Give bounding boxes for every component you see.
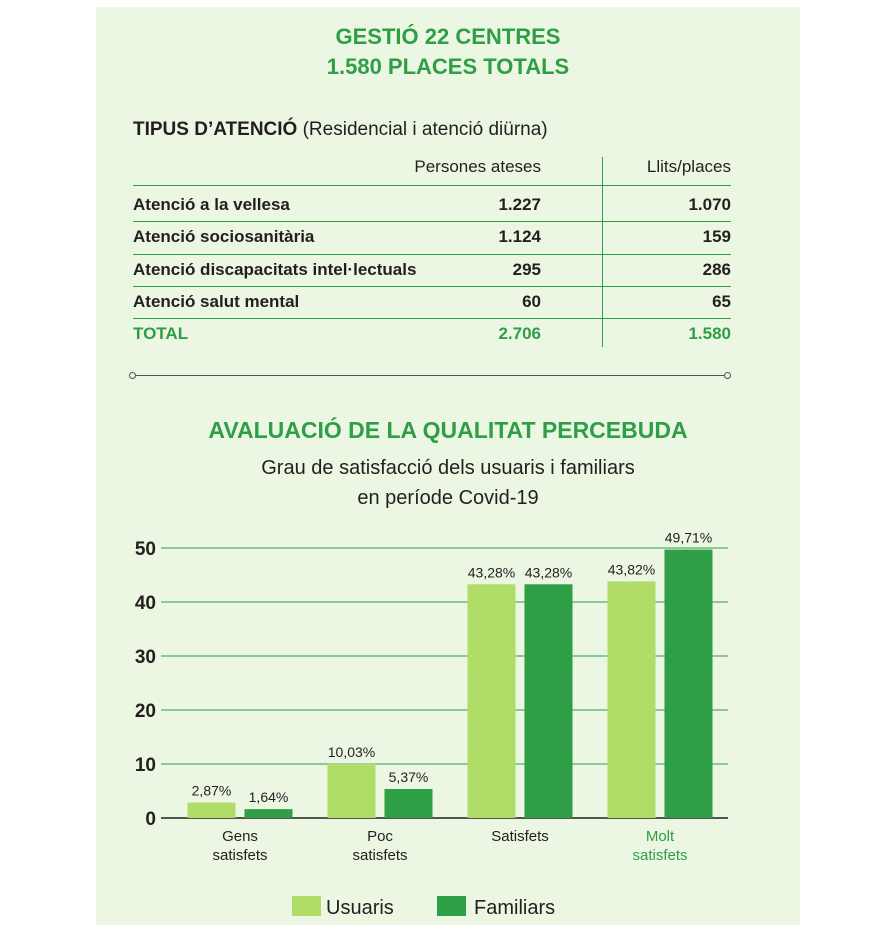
- header-places: 1.580 PLACES TOTALS: [326, 54, 570, 79]
- total-label: TOTAL: [133, 324, 189, 343]
- row-llits: 65: [712, 292, 731, 311]
- legend-swatch-usuaris: [292, 896, 321, 916]
- x-tick-label: Satisfets: [491, 828, 549, 845]
- row-llits: 159: [702, 227, 731, 246]
- row-persones: 60: [522, 292, 541, 311]
- row-persones: 1.124: [498, 227, 541, 246]
- y-tick-label: 20: [134, 701, 156, 722]
- x-tick-label: satisfets: [352, 847, 408, 864]
- bar-familiars: [665, 550, 713, 818]
- row-label: Atenció sociosanitària: [133, 227, 315, 246]
- chart-subtitle-line2: en període Covid-19: [357, 487, 539, 509]
- bar-usuaris: [468, 584, 516, 818]
- data-label: 10,03%: [327, 743, 376, 760]
- satisfaction-bar-chart: [96, 7, 800, 925]
- y-tick-label: 50: [134, 539, 156, 560]
- row-label: Atenció a la vellesa: [133, 195, 290, 214]
- x-tick-label: satisfets: [632, 847, 688, 864]
- bar-familiars: [245, 809, 293, 818]
- chart-subtitle-line1: Grau de satisfacció dels usuaris i familiars: [261, 457, 635, 479]
- y-tick-label: 0: [145, 809, 156, 830]
- data-label: 1,64%: [248, 789, 289, 806]
- chart-title: AVALUACIÓ DE LA QUALITAT PERCEBUDA: [208, 417, 688, 443]
- legend-label-familiars: Familiars: [474, 897, 556, 919]
- bar-usuaris: [608, 581, 656, 818]
- x-tick-label: Poc: [367, 828, 393, 845]
- data-label: 5,37%: [388, 769, 429, 786]
- row-label: Atenció discapacitats intel·lectuals: [133, 260, 417, 279]
- data-label: 49,71%: [664, 529, 713, 546]
- table-title-rest: (Residencial i atenció diürna): [297, 119, 548, 140]
- header-centres: GESTIÓ 22 CENTRES: [335, 24, 561, 49]
- col-header-persones: Persones ateses: [414, 157, 541, 176]
- row-label: Atenció salut mental: [133, 292, 300, 311]
- data-label: 43,82%: [607, 561, 656, 578]
- total-llits: 1.580: [688, 324, 731, 343]
- bar-familiars: [525, 584, 573, 818]
- table-title-bold: TIPUS D’ATENCIÓ: [133, 119, 298, 140]
- bar-usuaris: [328, 764, 376, 818]
- total-persones: 2.706: [498, 324, 541, 343]
- info-panel: [96, 7, 800, 925]
- col-header-llits: Llits/places: [646, 157, 731, 176]
- x-tick-label: satisfets: [212, 847, 268, 864]
- row-llits: 1.070: [688, 195, 731, 214]
- y-tick-label: 30: [134, 647, 156, 668]
- legend-label-usuaris: Usuaris: [326, 897, 394, 919]
- legend-swatch-familiars: [437, 896, 466, 916]
- data-label: 2,87%: [191, 782, 232, 799]
- y-tick-label: 10: [134, 755, 156, 776]
- y-tick-label: 40: [134, 593, 156, 614]
- data-label: 43,28%: [524, 564, 573, 581]
- bar-familiars: [385, 789, 433, 818]
- row-llits: 286: [702, 260, 731, 279]
- x-tick-label: Gens: [222, 828, 258, 845]
- x-tick-label: Molt: [645, 828, 675, 845]
- bar-usuaris: [188, 803, 236, 818]
- row-persones: 1.227: [498, 195, 541, 214]
- row-persones: 295: [512, 260, 541, 279]
- data-label: 43,28%: [467, 564, 516, 581]
